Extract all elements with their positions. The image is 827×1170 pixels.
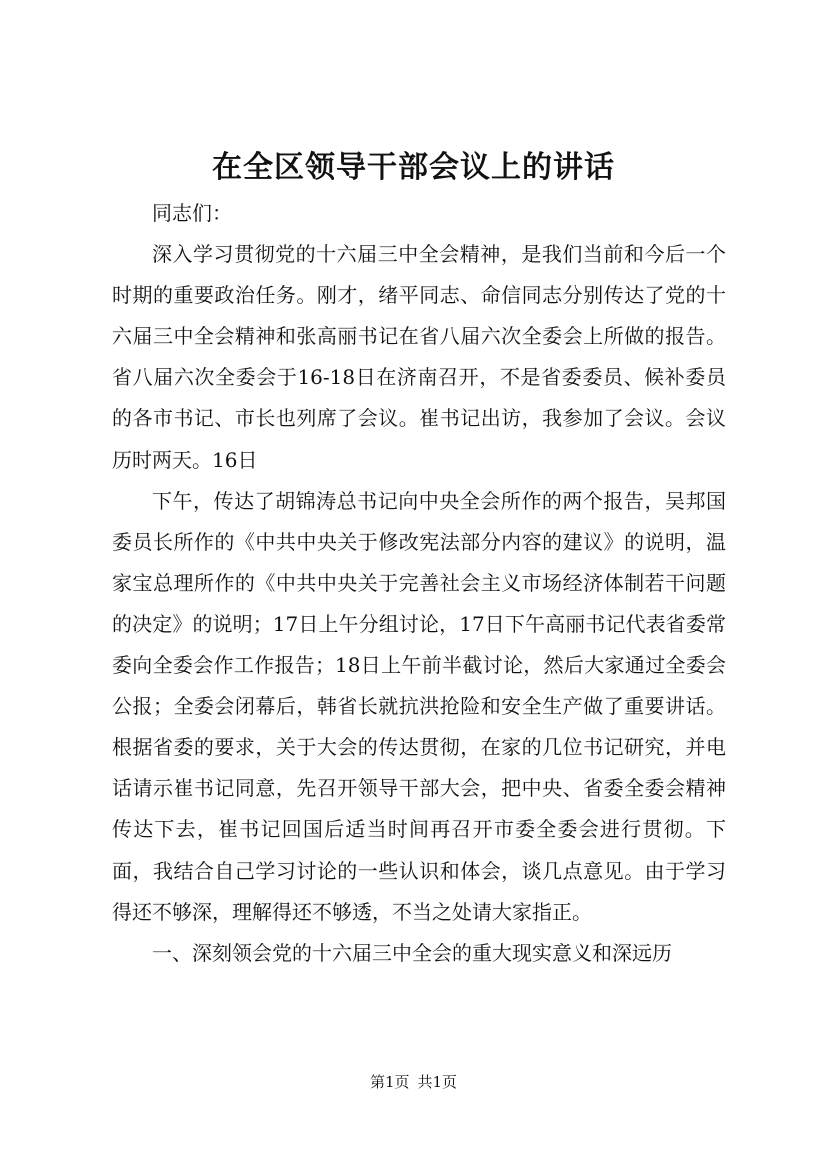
document-title: 在全区领导干部会议上的讲话 [212, 150, 615, 185]
salutation: 同志们： [152, 201, 232, 225]
page-footer [0, 1072, 827, 1092]
document-body [112, 193, 726, 974]
page-number: 第1页 [369, 1073, 410, 1091]
paragraph-1: 深入学习贯彻党的十六届三中全会精神，是我们当前和今后一个时期的重要政治任务。刚才，绪平同志、命信同志分别传达了党的十六届三中全会精神和张高丽书记在省八届六次全委会上所做的报告。省八届六次全委会于16-18日在济南召开，不是省委委员、候补委员的各市书记、市长也列席了会议。崔书记出访，我参加了会议。会议历时两天。16日 [112, 242, 726, 472]
paragraph-2: 下午，传达了胡锦涛总书记向中央全会所作的两个报告，吴邦国委员长所作的《中共中央关于修改宪法部分内容的建议》的说明，温家宝总理所作的《中共中央关于完善社会主义市场经济体制若干问题的决定》的说明；17日上午分组讨论，17日下午高丽书记代表省委常委向全委会作工作报告；18日上午前半截讨论，然后大家通过全委会公报；全委会闭幕后，韩省长就抗洪抢险和安全生产做了重要讲话。根据省委的要求，关于大会的传达贯彻，在家的几位书记研究，并电话请示崔书记同意，先召开领导干部大会，把中央、省委全委会精神传达下去，崔书记回国后适当时间再召开市委全委会进行贯彻。下面，我结合自己学习讨论的一些认识和体会，谈几点意见。由于学习得还不够深，理解得还不够透，不当之处请大家指正。 [112, 488, 726, 924]
page-total: 共1页 [417, 1073, 458, 1091]
paragraph-3: 一、深刻领会党的十六届三中全会的重大现实意义和深远历 [152, 940, 672, 965]
